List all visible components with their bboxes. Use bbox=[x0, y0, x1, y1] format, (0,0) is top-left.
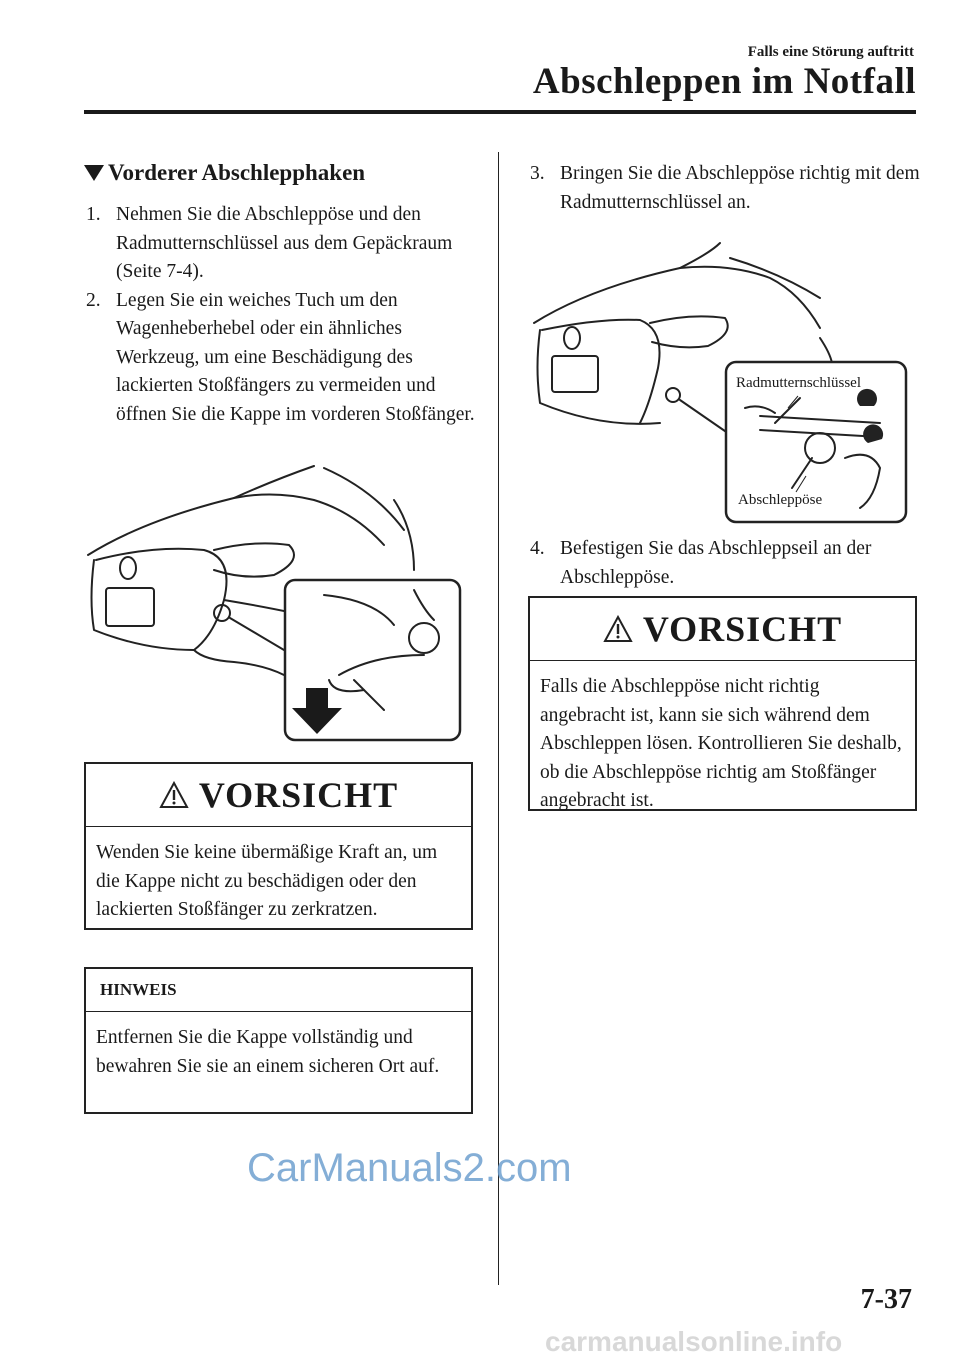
caution-title: VORSICHT bbox=[642, 609, 843, 649]
step-number: 1. bbox=[86, 204, 101, 225]
column-divider bbox=[498, 152, 499, 1285]
steps-left bbox=[86, 201, 476, 429]
step-number: 2. bbox=[86, 289, 101, 311]
section-heading bbox=[84, 160, 365, 186]
step-3 bbox=[530, 160, 920, 217]
caution-text: Wenden Sie keine übermäßige Kraft an, um die Kappe nicht zu beschädigen oder den lackierten Stoßfänger zu zerkratzen. bbox=[96, 842, 438, 920]
step-text: Legen Sie ein weiches Tuch um den Wagenheberhebel oder ein ähnliches Werkzeug, um eine Beschädigung des lackierten Stoßfängers zu vermeiden und öffnen Sie die Kappe im vorderen Stoßfänger. bbox=[116, 289, 475, 425]
caution-header bbox=[86, 764, 471, 827]
step-text: Bringen Sie die Abschleppöse richtig mit dem Radmutternschlüssel an. bbox=[560, 163, 920, 213]
step-item bbox=[530, 535, 920, 592]
section-title: Vorderer Abschlepphaken bbox=[108, 160, 366, 185]
caution-text: Falls die Abschleppöse nicht richtig angebracht ist, kann sie sich während dem Abschleppen lösen. Kontrollieren Sie deshalb, ob die Abschleppöse richtig am Stoßfänger angebracht ist. bbox=[540, 676, 902, 811]
header-rule bbox=[84, 110, 916, 114]
caution-header bbox=[530, 598, 915, 661]
label-tow-eye: Abschleppöse bbox=[738, 492, 823, 508]
footer-watermark: carmanualsonline.info bbox=[545, 1326, 843, 1357]
caution-box-2 bbox=[528, 596, 917, 811]
watermark-text: CarManuals2.com bbox=[247, 1146, 572, 1190]
figure-cap-removal bbox=[84, 450, 474, 750]
step-text: Nehmen Sie die Abschleppöse und den Radmutternschlüssel aus dem Gepäckraum (Seite 7-4). bbox=[116, 204, 453, 282]
warning-icon bbox=[159, 781, 189, 809]
page-title: Abschleppen im Notfall bbox=[532, 61, 916, 102]
page-number: 7-37 bbox=[860, 1284, 912, 1315]
chapter-title: Falls eine Störung auftritt bbox=[747, 44, 914, 60]
step-item bbox=[530, 160, 920, 217]
note-box bbox=[84, 967, 473, 1114]
step-text: Befestigen Sie das Abschleppseil an der Abschleppöse. bbox=[560, 538, 872, 588]
label-wheel-wrench: Radmutternschlüssel bbox=[736, 375, 861, 391]
step-number: 3. bbox=[530, 163, 545, 184]
step-item bbox=[86, 201, 476, 287]
triangle-down-icon bbox=[84, 165, 104, 181]
step-number: 4. bbox=[530, 538, 545, 559]
note-title: HINWEIS bbox=[86, 969, 471, 1012]
caution-title: VORSICHT bbox=[198, 775, 399, 815]
warning-icon bbox=[603, 615, 633, 643]
step-4 bbox=[530, 535, 920, 592]
note-text: Entfernen Sie die Kappe vollständig und bewahren Sie sie an einem sicheren Ort auf. bbox=[96, 1027, 440, 1077]
caution-box-1 bbox=[84, 762, 473, 930]
step-item bbox=[86, 287, 476, 430]
